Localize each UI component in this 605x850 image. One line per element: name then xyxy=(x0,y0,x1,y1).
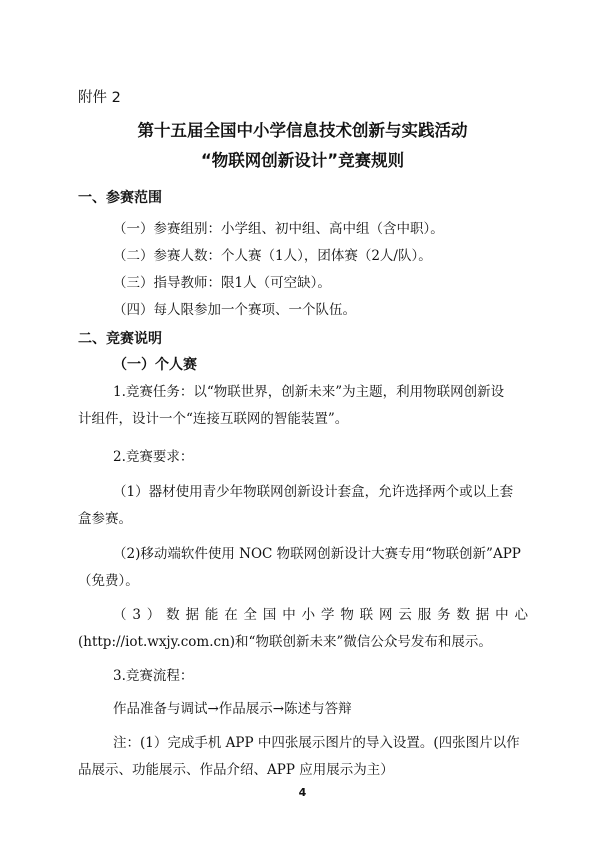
requirement-2-line-2: （免费）。 xyxy=(78,573,139,589)
section1-item-4: （四）每人限参加一个赛项、一个队伍。 xyxy=(113,302,356,318)
requirement-1-line-2: 盒参赛。 xyxy=(78,511,132,527)
section1-item-3: （三）指导教师：限1人（可空缺）。 xyxy=(113,275,331,291)
flow-text: 作品准备与调试→作品展示→陈述与答辩 xyxy=(113,701,352,717)
individual-contest-heading: （一）个人赛 xyxy=(113,357,197,373)
requirement-1-line-1: （1）器材使用青少年物联网创新设计套盒，允许选择两个或以上套 xyxy=(113,484,514,500)
task-line-1: 1.竞赛任务：以“物联世界，创新未来”为主题，利用物联网创新设 xyxy=(113,384,505,400)
page-number: 4 xyxy=(298,786,307,799)
requirements-heading: 2.竞赛要求： xyxy=(113,449,194,465)
attachment-label: 附件 2 xyxy=(78,90,121,106)
task-line-2: 计组件，设计一个“连接互联网的智能装置”。 xyxy=(78,411,349,427)
section1-item-2: （二）参赛人数：个人赛（1人），团体赛（2人/队）。 xyxy=(113,248,432,264)
document-title-line2: “物联网创新设计”竞赛规则 xyxy=(200,151,405,170)
section1-item-1: （一）参赛组别：小学组、初中组、高中组（含中职）。 xyxy=(113,221,444,237)
requirement-3-line-2: (http://iot.wxjy.com.cn)和“物联创新未来”微信公众号发布和展示。 xyxy=(78,634,492,650)
flow-heading: 3.竞赛流程： xyxy=(113,668,194,684)
section1-heading: 一、参赛范围 xyxy=(78,190,162,206)
document-title-line1: 第十五届全国中小学信息技术创新与实践活动 xyxy=(137,121,468,140)
requirement-3-line-1: （3）数据能在全国中小学物联网云服务数据中心 xyxy=(113,607,528,623)
note-line-2: 品展示、功能展示、作品介绍、APP 应用展示为主） xyxy=(78,762,394,778)
note-line-1: 注：(1）完成手机 APP 中四张展示图片的导入设置。(四张图片以作 xyxy=(113,735,520,751)
requirement-2-line-1: （2)移动端软件使用 NOC 物联网创新设计大赛专用“物联创新”APP xyxy=(113,546,521,562)
section2-heading: 二、竞赛说明 xyxy=(78,331,162,347)
